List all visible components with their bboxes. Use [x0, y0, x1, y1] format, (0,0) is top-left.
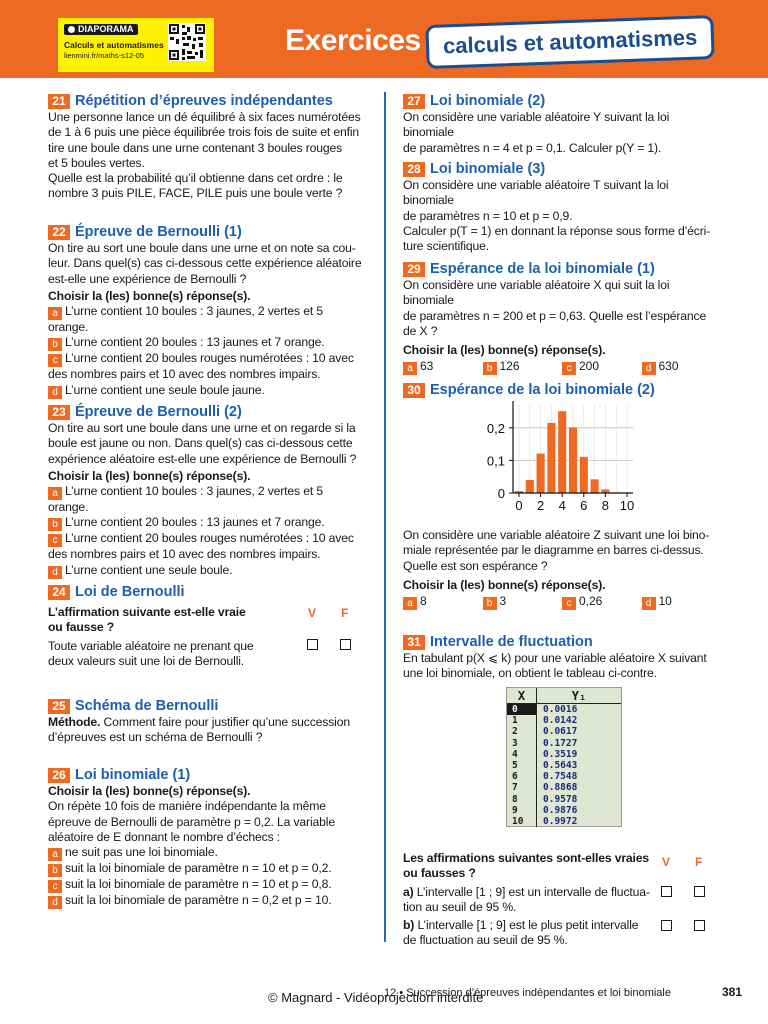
option-a[interactable] — [48, 304, 366, 335]
page-header — [0, 0, 768, 78]
exercise-text: de X ? — [403, 323, 438, 338]
exercise-text: aléatoire de E donnant le nombre d’échecs : — [48, 829, 281, 844]
option-c[interactable] — [48, 531, 366, 547]
bar — [591, 479, 599, 493]
option-letter: a — [403, 362, 417, 375]
option-letter: b — [48, 864, 62, 877]
statement: L’intervalle [1 ; 9] est le plus petit intervalle — [414, 918, 639, 933]
table-cell-x: 10 — [507, 816, 537, 827]
exercise-number: 31 — [403, 635, 425, 650]
choice-b[interactable] — [483, 593, 563, 610]
table-row — [507, 816, 621, 827]
table-row — [507, 771, 621, 782]
x-tick-label: 10 — [619, 498, 635, 513]
exercise-text: boule est jaune ou non. Dans quel(s) cas ci-dessous cette — [48, 436, 353, 451]
exercise-text: de 1 à 6 puis une pièce équilibrée trois fois de suite et enfin — [48, 125, 360, 140]
option-letter: c — [562, 362, 576, 375]
exercise-number: 23 — [48, 405, 70, 420]
option-letter: a — [48, 487, 62, 500]
true-false-block — [403, 851, 721, 961]
table-row — [507, 805, 621, 816]
statement: tion au seuil de 95 %. — [403, 899, 517, 914]
option-text: L’urne contient 20 boules : 13 jaunes et 7 orange. — [65, 335, 325, 350]
option-letter: d — [48, 386, 62, 399]
option-text: ne suit pas une loi binomiale. — [65, 845, 218, 860]
option-text: suit la loi binomiale de paramètre n = 10 et p = 0,2. — [65, 861, 332, 876]
statement: de fluctuation au seuil de 95 %. — [403, 933, 568, 948]
true-checkbox-a[interactable] — [661, 886, 672, 897]
method-label: Méthode. — [48, 715, 101, 729]
choice-d[interactable] — [642, 593, 722, 610]
exercise-text: Une personne lance un dé équilibré à six faces numérotées — [48, 110, 361, 124]
option-letter: c — [562, 597, 576, 610]
exercise-text: d’épreuves est un schéma de Bernoulli ? — [48, 730, 263, 745]
choice-b[interactable] — [483, 358, 563, 375]
bar — [558, 411, 566, 493]
table-cell-x: 1 — [507, 715, 537, 726]
choice-text: 0,26 — [579, 594, 603, 609]
bar — [580, 457, 588, 493]
instruction: Choisir la (les) bonne(s) réponse(s). — [48, 468, 251, 483]
exercise-24 — [48, 583, 366, 673]
exercise-title: Loi de Bernoulli — [75, 584, 185, 600]
option-letter: a — [403, 597, 417, 610]
exercise-title: Schéma de Bernoulli — [75, 698, 219, 714]
option-c[interactable] — [48, 877, 366, 893]
false-header: F — [695, 855, 703, 869]
option-text: suit la loi binomiale de paramètre n = 0,2 et p = 10. — [65, 893, 332, 908]
exercise-text: Calculer p(T = 1) en donnant la réponse sous forme d’écri- — [403, 223, 711, 238]
option-letter: c — [48, 354, 62, 367]
exercise-31 — [403, 633, 721, 953]
x-tick-label: 2 — [536, 498, 545, 513]
option-a[interactable] — [48, 845, 366, 861]
exercise-text: On considère une variable aléatoire T suivant la loi binomiale — [403, 178, 669, 208]
question: L’affirmation suivante est-elle vraie — [48, 605, 246, 619]
exercise-29 — [403, 260, 721, 375]
true-header: V — [308, 606, 317, 620]
exercise-title: Répétition d’épreuves indépendantes — [75, 93, 333, 109]
option-letter: d — [642, 362, 656, 375]
exercise-number: 26 — [48, 768, 70, 783]
bar — [526, 480, 534, 493]
choice-a[interactable] — [403, 593, 483, 610]
copyright-footer: © Magnard - Vidéoprojection interdite — [268, 990, 484, 1005]
option-letter: a — [48, 307, 62, 320]
table-row — [507, 760, 621, 771]
option-d[interactable] — [48, 893, 366, 909]
option-d[interactable] — [48, 563, 366, 579]
diaporama-tag — [64, 24, 138, 35]
exercise-number: 29 — [403, 262, 425, 277]
option-text: L’urne contient 10 boules : 3 jaunes, 2 vertes et 5 orange. — [48, 484, 323, 515]
table-cell-y: 0.8868 — [543, 782, 578, 794]
option-a[interactable] — [48, 484, 366, 515]
option-letter: b — [48, 518, 62, 531]
table-cell-x: 0 — [507, 704, 537, 715]
choice-text: 63 — [420, 359, 434, 374]
exercise-text: ture scientifique. — [403, 239, 490, 254]
column-header-y: Y₁ — [571, 689, 587, 703]
table-row — [507, 794, 621, 805]
exercise-title: Espérance de la loi binomiale (2) — [430, 382, 655, 398]
exercise-number: 25 — [48, 699, 70, 714]
option-text: L’urne contient 20 boules rouges numérotées : 10 avec — [65, 351, 354, 366]
exercise-28 — [403, 160, 721, 254]
true-header: V — [662, 855, 671, 869]
column-header-x: X — [507, 688, 537, 703]
option-text: L’urne contient 20 boules rouges numérotées : 10 avec — [65, 531, 354, 546]
exercise-26 — [48, 766, 366, 909]
exercise-text: nombre 3 puis PILE, FACE, PILE puis une boule verte ? — [48, 186, 343, 201]
option-text: suit la loi binomiale de paramètre n = 10 et p = 0,8. — [65, 877, 332, 892]
option-text: L’urne contient 20 boules : 13 jaunes et 7 orange. — [65, 515, 325, 530]
false-checkbox-a[interactable] — [694, 886, 705, 897]
option-letter: b — [48, 338, 62, 351]
exercise-text: On tire au sort une boule dans une urne et on note sa cou- — [48, 241, 356, 255]
option-b[interactable] — [48, 335, 366, 351]
table-cell-x: 9 — [507, 805, 537, 816]
qr-code-icon[interactable] — [168, 23, 206, 61]
exercise-21 — [48, 92, 366, 202]
y-tick-label: 0,1 — [486, 453, 505, 469]
exercise-25 — [48, 697, 366, 746]
column-divider — [384, 92, 386, 942]
exercise-text: épreuve de Bernoulli de paramètre p = 0,2. La variable — [48, 814, 335, 829]
question: Les affirmations suivantes sont-elles vraies — [403, 851, 650, 865]
false-checkbox[interactable] — [340, 639, 351, 650]
exercise-22 — [48, 223, 366, 399]
table-cell-y: 0.0016 — [543, 704, 578, 715]
statement: L’intervalle [1 ; 9] est un intervalle de fluctua- — [413, 884, 650, 899]
option-c-continued: des nombres pairs et 10 avec des nombres impairs. — [48, 547, 321, 562]
exercise-text: leur. Dans quel(s) cas ci-dessous cette expérience aléatoire — [48, 256, 362, 271]
table-cell-y: 0.7548 — [543, 771, 578, 783]
option-letter: d — [48, 566, 62, 579]
option-c-continued: des nombres pairs et 10 avec des nombres impairs. — [48, 367, 321, 382]
exercise-23 — [48, 403, 366, 579]
x-tick-label: 6 — [580, 498, 588, 513]
option-b[interactable] — [48, 515, 366, 531]
diaporama-text: Calculs et automatismes — [64, 40, 164, 50]
table-row — [507, 749, 621, 760]
table-row — [507, 782, 621, 793]
page-title: Exercices — [285, 24, 421, 57]
option-letter: d — [48, 896, 62, 909]
choices-row — [403, 358, 721, 375]
option-letter: b — [483, 362, 497, 375]
x-tick-label: 4 — [558, 498, 566, 513]
choice-c[interactable] — [562, 593, 642, 610]
option-letter: d — [642, 597, 656, 610]
option-text: L’urne contient 10 boules : 3 jaunes, 2 vertes et 5 orange. — [48, 304, 323, 335]
exercise-title: Intervalle de fluctuation — [430, 634, 593, 650]
table-cell-x: 3 — [507, 738, 537, 749]
table-body — [507, 704, 621, 827]
page-number: 381 — [722, 985, 743, 999]
table-cell-y: 0.0617 — [543, 726, 578, 738]
table-cell-y: 0.9876 — [543, 804, 578, 816]
option-text: L’urne contient une seule boule. — [65, 562, 233, 577]
table-cell-y: 0.5643 — [543, 760, 578, 772]
instruction: Choisir la (les) bonne(s) réponse(s). — [403, 577, 606, 592]
exercise-27 — [403, 92, 721, 156]
exercise-text: tire une boule dans une urne contenant 3 boules rouges — [48, 140, 343, 155]
table-row — [507, 738, 621, 749]
exercise-title: Épreuve de Bernoulli (1) — [75, 224, 242, 240]
chapter-footer: 12 • Succession d’épreuves indépendantes et loi binomiale — [384, 987, 671, 999]
choice-c[interactable] — [562, 358, 642, 375]
play-icon — [68, 26, 75, 33]
table-cell-x: 7 — [507, 782, 537, 793]
true-checkbox[interactable] — [307, 639, 318, 650]
table-header — [507, 688, 621, 704]
question: ou fausses ? — [403, 866, 476, 881]
exercise-text: de paramètres n = 10 et p = 0,9. — [403, 208, 573, 223]
exercise-title: Espérance de la loi binomiale (1) — [430, 261, 655, 277]
exercise-text: On tire au sort une boule dans une urne et on regarde si la — [48, 421, 356, 435]
option-d[interactable] — [48, 383, 366, 399]
item-label: b) — [403, 918, 415, 933]
bar — [569, 427, 577, 493]
exercise-text: de paramètres n = 200 et p = 0,63. Quelle est l’espérance — [403, 308, 707, 323]
exercise-number: 24 — [48, 585, 70, 600]
exercise-text: Comment faire pour justifier qu’une succession — [100, 715, 350, 729]
exercise-title: Loi binomiale (2) — [430, 93, 546, 109]
exercise-text: On considère une variable aléatoire X qui suit la loi binomiale — [403, 278, 670, 308]
bar — [537, 454, 545, 493]
choice-d[interactable] — [642, 358, 722, 375]
table-cell-x: 8 — [507, 794, 537, 805]
option-letter: c — [48, 534, 62, 547]
exercise-text: En tabulant p(X ⩽ k) pour une variable aléatoire X suivant — [403, 651, 707, 665]
exercise-text: On considère une variable aléatoire Y suivant la loi binomiale — [403, 110, 670, 140]
bar-chart — [473, 401, 643, 519]
x-tick-label: 8 — [601, 498, 610, 513]
choices-row — [403, 593, 721, 610]
table-row — [507, 715, 621, 726]
option-b[interactable] — [48, 861, 366, 877]
choice-text: 630 — [658, 359, 679, 374]
table-row — [507, 726, 621, 737]
exercise-text: On considère une variable aléatoire Z suivant une loi bino- — [403, 528, 710, 542]
exercise-number: 27 — [403, 94, 425, 109]
exercise-text: une loi binomiale, on obtient le tableau ci-contre. — [403, 666, 657, 681]
page-subtitle-pill: calculs et automatismes — [425, 15, 715, 69]
instruction: Choisir la (les) bonne(s) réponse(s). — [403, 343, 606, 358]
exercise-text: expérience aléatoire est-elle une expérience de Bernoulli ? — [48, 451, 357, 466]
table-cell-y: 0.9578 — [543, 793, 578, 805]
calculator-table — [506, 687, 622, 827]
option-c[interactable] — [48, 351, 366, 367]
table-cell-x: 6 — [507, 771, 537, 782]
option-letter: c — [48, 880, 62, 893]
choice-text: 3 — [499, 594, 507, 609]
exercise-title: Loi binomiale (1) — [75, 767, 191, 783]
exercise-number: 21 — [48, 94, 70, 109]
false-header: F — [341, 606, 349, 620]
choice-text: 200 — [579, 359, 600, 374]
item-label: a) — [403, 884, 414, 899]
table-cell-y: 0.1727 — [543, 737, 578, 749]
exercise-title: Loi binomiale (3) — [430, 161, 546, 177]
choice-text: 126 — [499, 359, 520, 374]
option-text: L’urne contient une seule boule jaune. — [65, 382, 265, 397]
table-cell-y: 0.9972 — [543, 816, 578, 828]
choice-a[interactable] — [403, 358, 483, 375]
statement: Toute variable aléatoire ne prenant que — [48, 638, 254, 653]
table-cell-y: 0.3519 — [543, 748, 578, 760]
question: ou fausse ? — [48, 620, 115, 635]
diaporama-link[interactable]: lienmini.fr/maths-s12-05 — [64, 51, 145, 60]
exercise-text: Quelle est la probabilité qu’il obtienne dans cet ordre : le — [48, 171, 343, 186]
bar — [547, 423, 555, 493]
x-tick-label: 0 — [515, 498, 523, 513]
exercise-30 — [403, 381, 721, 616]
y-tick-label: 0,2 — [486, 420, 505, 436]
statement: deux valeurs suit une loi de Bernoulli. — [48, 653, 245, 668]
exercise-text: est-elle une expérience de Bernoulli ? — [48, 271, 247, 286]
exercise-number: 22 — [48, 225, 70, 240]
exercise-title: Épreuve de Bernoulli (2) — [75, 404, 242, 420]
exercise-number: 30 — [403, 383, 425, 398]
table-cell-x: 4 — [507, 749, 537, 760]
diaporama-box[interactable] — [58, 18, 214, 72]
true-checkbox-b[interactable] — [661, 920, 672, 931]
choice-text: 10 — [658, 594, 672, 609]
exercise-text: On répète 10 fois de manière indépendante la même — [48, 799, 326, 814]
table-cell-x: 2 — [507, 726, 537, 737]
exercise-text: miale représentée par le diagramme en barres ci-dessus. — [403, 543, 704, 558]
diaporama-label: DIAPORAMA — [78, 24, 134, 34]
false-checkbox-b[interactable] — [694, 920, 705, 931]
table-cell-y: 0.0142 — [543, 715, 578, 727]
option-letter: a — [48, 848, 62, 861]
table-cell-x: 5 — [507, 760, 537, 771]
exercise-text: Quelle est son espérance ? — [403, 558, 548, 573]
choice-text: 8 — [420, 594, 427, 609]
exercise-text: de paramètres n = 4 et p = 0,1. Calculer p(Y = 1). — [403, 140, 662, 155]
exercise-number: 28 — [403, 162, 425, 177]
instruction: Choisir la (les) bonne(s) réponse(s). — [48, 784, 251, 798]
table-row — [507, 704, 621, 715]
y-tick-label: 0 — [497, 486, 505, 501]
option-letter: b — [483, 597, 497, 610]
exercise-text: et 5 boules vertes. — [48, 155, 145, 170]
instruction: Choisir la (les) bonne(s) réponse(s). — [48, 288, 251, 303]
